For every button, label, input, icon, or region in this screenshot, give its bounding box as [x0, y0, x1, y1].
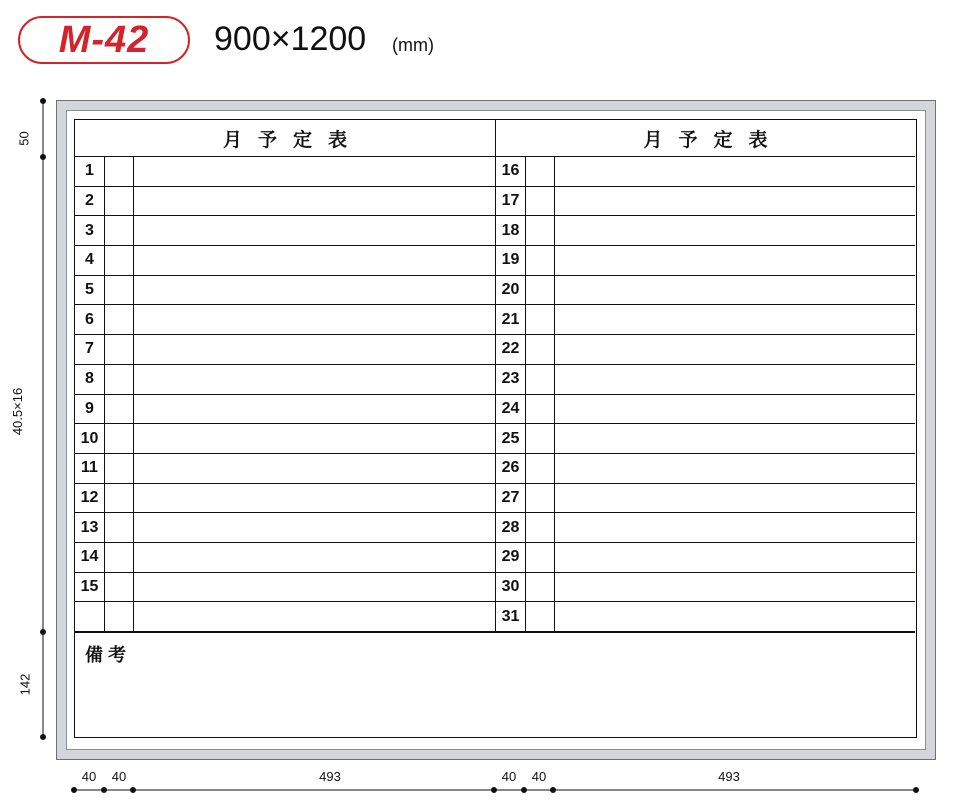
dim-label-h-5: 493	[718, 769, 740, 784]
day-number: 10	[75, 424, 105, 453]
day-number: 27	[496, 484, 526, 513]
day-number: 19	[496, 246, 526, 275]
dim-label-bottom: 142	[17, 673, 33, 696]
day-number: 26	[496, 454, 526, 483]
dim-tick-h4	[522, 788, 527, 793]
day-number: 7	[75, 335, 105, 364]
board-size: 900×1200	[214, 20, 367, 58]
day-number: 20	[496, 276, 526, 305]
dim-tick-v1	[41, 155, 46, 160]
day-number: 5	[75, 276, 105, 305]
dim-label-h-4: 40	[531, 769, 547, 784]
day-number: 15	[75, 573, 105, 602]
dim-tick-v3	[41, 735, 46, 740]
dim-tick-h3	[492, 788, 497, 793]
model-number: M-42	[58, 19, 150, 61]
dim-tick-h1	[102, 788, 107, 793]
day-number: 9	[75, 395, 105, 424]
day-number: 14	[75, 543, 105, 572]
dim-tick-v0	[41, 99, 46, 104]
left-title: 月予定表	[75, 120, 495, 157]
dim-tick-h0	[72, 788, 77, 793]
day-number: 12	[75, 484, 105, 513]
day-number: 8	[75, 365, 105, 394]
day-number: 24	[496, 395, 526, 424]
dim-tick-h2	[131, 788, 136, 793]
dim-label-h-2: 493	[319, 769, 341, 784]
day-number: 30	[496, 573, 526, 602]
day-number: 13	[75, 513, 105, 542]
day-number: 3	[75, 216, 105, 245]
remarks-label: 備考	[85, 645, 131, 666]
dim-tick-v2	[41, 630, 46, 635]
dim-label-h-1: 40	[111, 769, 127, 784]
day-number: 1	[75, 157, 105, 186]
day-number: 22	[496, 335, 526, 364]
day-number: 25	[496, 424, 526, 453]
day-number: 31	[496, 602, 526, 631]
dim-label-h-0: 40	[81, 769, 97, 784]
day-number: 21	[496, 305, 526, 334]
right-title: 月予定表	[496, 120, 915, 157]
dim-tick-h5	[551, 788, 556, 793]
dim-tick-h6	[914, 788, 919, 793]
day-number: 29	[496, 543, 526, 572]
day-number: 17	[496, 187, 526, 216]
day-number: 18	[496, 216, 526, 245]
day-number: 16	[496, 157, 526, 186]
day-number: 2	[75, 187, 105, 216]
day-number: 23	[496, 365, 526, 394]
day-number: 28	[496, 513, 526, 542]
day-number: 6	[75, 305, 105, 334]
day-number: 11	[75, 454, 105, 483]
size-unit: (mm)	[392, 35, 434, 55]
day-number: 4	[75, 246, 105, 275]
dim-label-h-3: 40	[501, 769, 517, 784]
dim-label-rows: 40.5×16	[10, 387, 26, 436]
dim-label-top: 50	[16, 131, 32, 146]
